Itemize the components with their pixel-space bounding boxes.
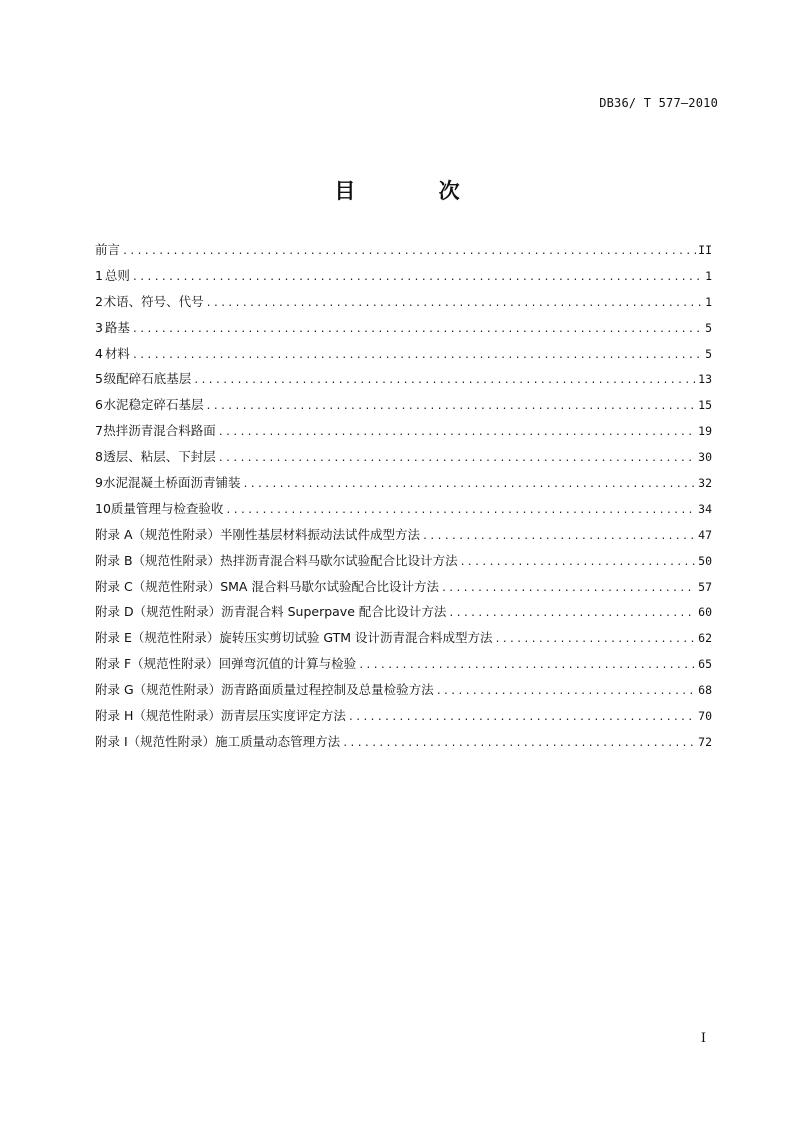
toc-entry-page: 19 bbox=[698, 424, 712, 439]
toc-entry-number: 8 bbox=[95, 449, 103, 465]
toc-entry[interactable] bbox=[95, 344, 712, 370]
toc-entry-label: 热拌沥青混合料马歇尔试验配合比设计方法 bbox=[220, 552, 458, 568]
toc-leader-dots bbox=[460, 553, 697, 573]
toc-leader-dots bbox=[342, 734, 696, 754]
toc-entry-appendix-prefix: 附录 G（规范性附录） bbox=[95, 682, 222, 698]
toc-entry[interactable] bbox=[95, 551, 712, 577]
toc-entry-label: 沥青混合料 Superpave 配合比设计方法 bbox=[221, 604, 447, 620]
toc-entry-page: 1 bbox=[705, 294, 712, 309]
toc-entry[interactable] bbox=[95, 447, 712, 473]
toc-entry[interactable] bbox=[95, 369, 712, 395]
toc-entry-appendix-prefix: 附录 E（规范性附录） bbox=[95, 630, 220, 646]
toc-entry-number: 4 bbox=[95, 345, 103, 361]
toc-entry-page: II bbox=[698, 243, 712, 257]
toc-entry-page: 32 bbox=[698, 476, 712, 491]
toc-entry[interactable] bbox=[95, 395, 712, 421]
toc-entry-appendix-prefix: 附录 H（规范性附录） bbox=[95, 708, 221, 724]
toc-entry-page: 1 bbox=[705, 268, 712, 283]
toc-entry-appendix-prefix: 附录 D（规范性附录） bbox=[95, 604, 222, 620]
toc-entry-number: 10 bbox=[95, 500, 111, 516]
toc-entry-number: 2 bbox=[95, 293, 103, 309]
toc-entry-label: 级配碎石底基层 bbox=[103, 371, 192, 387]
toc-entry[interactable] bbox=[95, 292, 712, 318]
toc-leader-dots bbox=[225, 501, 696, 521]
toc-entry-label: 水泥混凝土桥面沥青铺装 bbox=[102, 475, 241, 491]
toc-leader-dots bbox=[348, 708, 696, 728]
toc-leader-dots bbox=[218, 449, 696, 469]
toc-leader-dots bbox=[358, 656, 696, 676]
toc-entry[interactable] bbox=[95, 318, 712, 344]
toc-entry-page: 34 bbox=[698, 501, 712, 516]
toc-entry-page: 5 bbox=[705, 346, 712, 361]
page-title: 目 次 bbox=[334, 179, 498, 203]
toc-entry-label: 半刚性基层材料振动法试件成型方法 bbox=[220, 526, 421, 542]
toc-entry-number: 6 bbox=[95, 397, 103, 413]
toc-leader-dots bbox=[206, 397, 697, 417]
toc-leader-dots bbox=[441, 579, 696, 599]
toc-entry-page: 5 bbox=[705, 320, 712, 335]
toc-entry-label: 材料 bbox=[104, 345, 130, 361]
toc-entry[interactable] bbox=[95, 706, 712, 732]
toc-entry[interactable] bbox=[95, 421, 712, 447]
toc-entry-label: 热拌沥青混合料路面 bbox=[103, 423, 216, 439]
toc-leader-dots bbox=[494, 630, 696, 650]
toc-entry[interactable] bbox=[95, 240, 712, 266]
toc-entry-label: 路基 bbox=[104, 319, 130, 335]
toc-entry-label: 前言 bbox=[95, 242, 121, 257]
toc-entry-page: 65 bbox=[698, 657, 712, 672]
toc-entry-page: 30 bbox=[698, 450, 712, 465]
toc-entry-page: 72 bbox=[698, 734, 712, 749]
toc-entry[interactable] bbox=[95, 732, 712, 758]
toc-entry-label: 透层、粘层、下封层 bbox=[103, 449, 216, 465]
toc-leader-dots bbox=[193, 371, 696, 391]
toc-entry-label: 沥青层压实度评定方法 bbox=[220, 708, 346, 724]
toc-entry-appendix-prefix: 附录 A（规范性附录） bbox=[95, 526, 221, 542]
table-of-contents bbox=[95, 240, 712, 758]
toc-entry-label: 水泥稳定碎石基层 bbox=[103, 397, 204, 413]
document-code: DB36/ T 577—2010 bbox=[599, 96, 718, 110]
toc-leader-dots bbox=[436, 682, 696, 702]
toc-entry[interactable] bbox=[95, 680, 712, 706]
toc-entry-label: 旋转压实剪切试验 GTM 设计沥青混合料成型方法 bbox=[219, 630, 493, 646]
toc-entry-label: 施工质量动态管理方法 bbox=[215, 733, 341, 749]
toc-leader-dots bbox=[448, 604, 696, 624]
toc-entry-page: 57 bbox=[698, 579, 712, 594]
toc-entry[interactable] bbox=[95, 602, 712, 628]
toc-entry-page: 60 bbox=[698, 605, 712, 620]
toc-entry-label: 总则 bbox=[104, 267, 130, 283]
toc-entry-label: 沥青路面质量过程控制及总量检验方法 bbox=[221, 682, 434, 698]
toc-entry-page: 62 bbox=[698, 631, 712, 646]
toc-entry[interactable] bbox=[95, 266, 712, 292]
toc-entry-label: 回弹弯沉值的计算与检验 bbox=[218, 656, 357, 672]
toc-entry-appendix-prefix: 附录 I（规范性附录） bbox=[95, 733, 216, 749]
toc-entry[interactable] bbox=[95, 499, 712, 525]
toc-entry-appendix-prefix: 附录 C（规范性附录） bbox=[95, 578, 221, 594]
toc-entry-number: 1 bbox=[95, 267, 103, 283]
page-number: I bbox=[700, 1031, 706, 1046]
toc-entry-page: 13 bbox=[698, 372, 712, 387]
toc-entry-number: 7 bbox=[95, 423, 103, 439]
toc-leader-dots bbox=[132, 346, 703, 366]
toc-entry-label: 术语、符号、代号 bbox=[103, 293, 204, 309]
toc-leader-dots bbox=[422, 527, 696, 547]
toc-entry[interactable] bbox=[95, 473, 712, 499]
toc-entry-number: 3 bbox=[95, 319, 103, 335]
toc-entry-appendix-prefix: 附录 F（规范性附录） bbox=[95, 656, 219, 672]
toc-entry-page: 70 bbox=[698, 709, 712, 724]
toc-leader-dots bbox=[132, 268, 703, 288]
toc-entry[interactable] bbox=[95, 654, 712, 680]
toc-entry-page: 50 bbox=[698, 553, 712, 568]
toc-entry[interactable] bbox=[95, 577, 712, 603]
toc-entry-label: 质量管理与检查验收 bbox=[110, 500, 224, 516]
toc-entry[interactable] bbox=[95, 525, 712, 551]
toc-entry-number: 5 bbox=[95, 371, 103, 387]
toc-entry-label: SMA 混合料马歇尔试验配合比设计方法 bbox=[220, 578, 439, 594]
toc-leader-dots bbox=[218, 423, 696, 443]
toc-entry-page: 15 bbox=[698, 398, 712, 413]
toc-entry-page: 68 bbox=[698, 683, 712, 698]
toc-leader-dots bbox=[242, 475, 696, 495]
toc-entry-number: 9 bbox=[95, 475, 103, 491]
toc-leader-dots bbox=[132, 320, 703, 340]
toc-leader-dots bbox=[122, 242, 696, 262]
toc-entry-appendix-prefix: 附录 B（规范性附录） bbox=[95, 552, 221, 568]
toc-leader-dots bbox=[206, 294, 703, 314]
toc-entry[interactable] bbox=[95, 628, 712, 654]
toc-entry-page: 47 bbox=[698, 527, 712, 542]
